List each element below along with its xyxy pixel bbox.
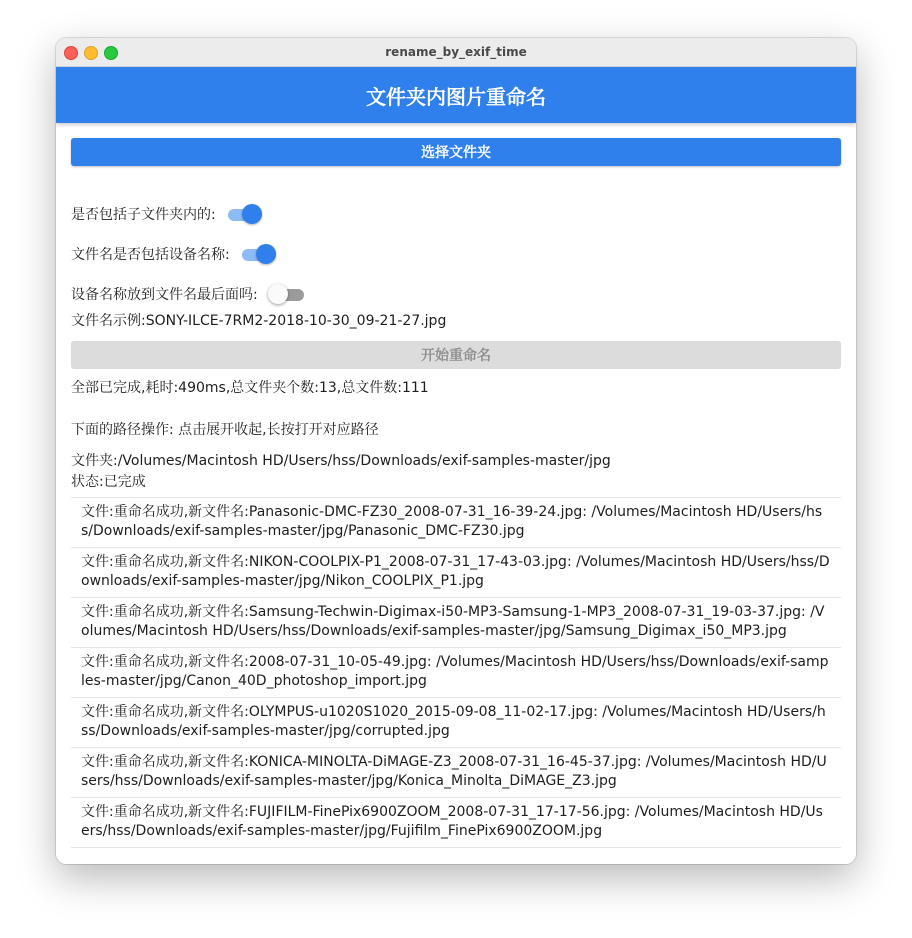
- toggle-knob: [256, 244, 276, 264]
- file-item[interactable]: 文件:重命名成功,新文件名:Panasonic-DMC-FZ30_2008-07-31_16-39-24.jpg: /Volumes/Macintosh HD/Users/hss/Downloads/exif-samples-master/jpg/Panasonic_DMC-FZ30.jpg: [71, 498, 841, 548]
- file-item[interactable]: 文件:重命名成功,新文件名:Samsung-Techwin-Digimax-i50-MP3-Samsung-1-MP3_2008-07-31_19-03-37.jpg: /Volumes/Macintosh HD/Users/hss/Downloads/exif-samples-master/jpg/Samsung_Digimax_i50_MP3.jpg: [71, 598, 841, 648]
- title-bar: [56, 38, 856, 67]
- app-bar: [56, 67, 856, 123]
- device-at-end-label: 设备名称放到文件名最后面吗:: [71, 287, 258, 303]
- include-subfolders-label: 是否包括子文件夹内的:: [71, 207, 216, 223]
- device-at-end-toggle[interactable]: [268, 283, 304, 305]
- select-folder-button[interactable]: 选择文件夹: [71, 138, 841, 166]
- app-window: [56, 38, 856, 864]
- folder-path[interactable]: 文件夹:/Volumes/Macintosh HD/Users/hss/Downloads/exif-samples-master/jpg: [71, 453, 611, 469]
- path-hint: 下面的路径操作: 点击展开收起,长按打开对应路径: [71, 422, 379, 438]
- include-device-label: 文件名是否包括设备名称:: [71, 247, 230, 263]
- window-title: rename_by_exif_time: [385, 45, 527, 59]
- include-subfolders-toggle[interactable]: [226, 203, 262, 225]
- option-device-at-end: [71, 283, 841, 305]
- toggle-knob: [268, 284, 288, 304]
- file-item[interactable]: 文件:重命名成功,新文件名:FUJIFILM-FinePix6900ZOOM_2008-07-31_17-17-56.jpg: /Volumes/Macintosh HD/Users/hss/Downloads/exif-samples-master/jpg/Fujifilm_FinePix6900ZOOM.jpg: [71, 798, 841, 848]
- file-list: [71, 497, 841, 848]
- include-device-toggle[interactable]: [240, 243, 276, 265]
- start-rename-button[interactable]: 开始重命名: [71, 341, 841, 369]
- app-bar-title: 文件夹内图片重命名: [366, 84, 546, 109]
- file-item[interactable]: 文件:重命名成功,新文件名:OLYMPUS-u1020S1020_2015-09-08_11-02-17.jpg: /Volumes/Macintosh HD/Users/hss/Downloads/exif-samples-master/jpg/corrupted.jpg: [71, 698, 841, 748]
- main-content: [56, 123, 856, 864]
- file-item[interactable]: 文件:重命名成功,新文件名:KONICA-MINOLTA-DiMAGE-Z3_2008-07-31_16-45-37.jpg: /Volumes/Macintosh HD/Users/hss/Downloads/exif-samples-master/jpg/Konica_Minolta_DiMAGE_Z3.jpg: [71, 748, 841, 798]
- option-include-device: [71, 243, 841, 265]
- option-include-subfolders: [71, 203, 841, 225]
- folder-status: 状态:已完成: [71, 474, 146, 490]
- toggle-knob: [242, 204, 262, 224]
- summary-text: 全部已完成,耗时:490ms,总文件夹个数:13,总文件数:111: [71, 380, 429, 396]
- filename-example: 文件名示例:SONY-ILCE-7RM2-2018-10-30_09-21-27.jpg: [71, 313, 447, 329]
- file-item[interactable]: 文件:重命名成功,新文件名:2008-07-31_10-05-49.jpg: /Volumes/Macintosh HD/Users/hss/Downloads/exif-samples-master/jpg/Canon_40D_photoshop_import.jpg: [71, 648, 841, 698]
- file-item[interactable]: 文件:重命名成功,新文件名:NIKON-COOLPIX-P1_2008-07-31_17-43-03.jpg: /Volumes/Macintosh HD/Users/hss/Downloads/exif-samples-master/jpg/Nikon_COOLPIX_P1.jpg: [71, 548, 841, 598]
